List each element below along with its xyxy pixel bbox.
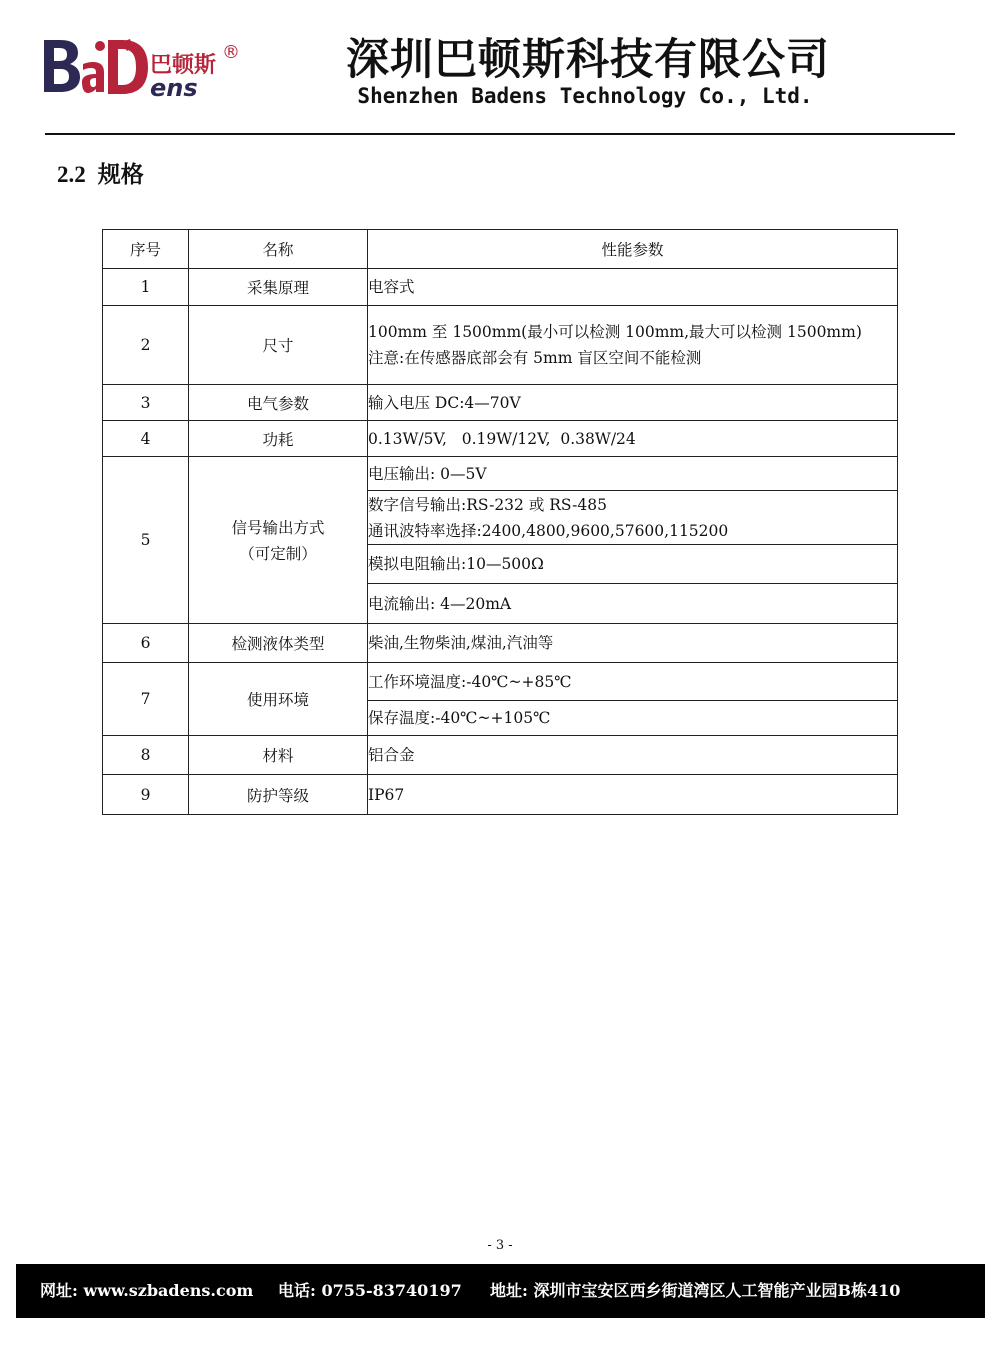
- row-name: 检测液体类型: [189, 624, 368, 663]
- table-row: [103, 736, 898, 775]
- row-no: 2: [103, 306, 189, 385]
- row-perf: 保存温度:-40℃~+105℃: [368, 701, 898, 736]
- row-perf: 电流输出: 4—20mA: [368, 584, 898, 624]
- section-heading: [57, 160, 144, 190]
- row-no: 8: [103, 736, 189, 775]
- footer-phone: 电话: 0755-83740197: [278, 1281, 462, 1300]
- row-name: 采集原理: [189, 269, 368, 306]
- registered-mark-icon: ®: [222, 42, 240, 63]
- row-name-sub: （可定制）: [239, 545, 317, 563]
- table-row: [103, 385, 898, 421]
- logo-text: 巴顿斯: [150, 53, 217, 78]
- row-perf: [368, 306, 898, 385]
- row-no: 1: [103, 269, 189, 306]
- table-row: [103, 624, 898, 663]
- row-perf: 铝合金: [368, 736, 898, 775]
- row-perf: IP67: [368, 775, 898, 815]
- perf-line: 数字信号输出:RS-232 或 RS-485: [368, 495, 607, 514]
- row-name: 功耗: [189, 421, 368, 457]
- row-name: 电气参数: [189, 385, 368, 421]
- row-name: 防护等级: [189, 775, 368, 815]
- row-perf: 模拟电阻输出:10—500Ω: [368, 545, 898, 584]
- footer-website: 网址: www.szbadens.com: [40, 1281, 254, 1300]
- table-row: [103, 421, 898, 457]
- table-row: [103, 457, 898, 491]
- row-perf: 电压输出: 0—5V: [368, 457, 898, 491]
- spec-table: [102, 229, 898, 815]
- table-row: [103, 775, 898, 815]
- row-name: 尺寸: [189, 306, 368, 385]
- table-row: [103, 306, 898, 385]
- table-row: [103, 663, 898, 701]
- table-header-row: [103, 230, 898, 269]
- row-perf: 柴油,生物柴油,煤油,汽油等: [368, 624, 898, 663]
- svg-text:ens: ens: [150, 74, 198, 100]
- company-logo: [42, 38, 242, 100]
- perf-line: 注意:在传感器底部会有 5mm 盲区空间不能检测: [368, 349, 702, 367]
- perf-line: 通讯波特率选择:2400,4800,9600,57600,115200: [368, 521, 729, 540]
- header-perf: 性能参数: [368, 230, 898, 269]
- perf-line: 100mm 至 1500mm(最小可以检测 100mm,最大可以检测 1500mm): [368, 323, 862, 341]
- row-name: 使用环境: [189, 663, 368, 736]
- company-name-cn: 深圳巴顿斯科技有限公司: [346, 35, 830, 85]
- row-no: 3: [103, 385, 189, 421]
- footer-address: 地址: 深圳市宝安区西乡街道湾区人工智能产业园B栋410: [490, 1281, 901, 1300]
- row-perf: 0.13W/5V, 0.19W/12V, 0.38W/24: [368, 421, 898, 457]
- section-title: 规格: [97, 161, 144, 188]
- company-name-en: Shenzhen Badens Technology Co., Ltd.: [357, 84, 813, 108]
- page-number: - 3 -: [487, 1238, 513, 1253]
- row-perf: 输入电压 DC:4—70V: [368, 385, 898, 421]
- row-name: [189, 457, 368, 624]
- row-perf: 电容式: [368, 269, 898, 306]
- row-no: 7: [103, 663, 189, 736]
- header-divider: [45, 133, 955, 135]
- header-no: 序号: [103, 230, 189, 269]
- footer-bar: [16, 1264, 985, 1318]
- row-no: 9: [103, 775, 189, 815]
- section-number: 2.2: [57, 162, 86, 187]
- table-row: [103, 269, 898, 306]
- logo-mark-icon: [44, 39, 148, 94]
- row-perf: 工作环境温度:-40℃~+85℃: [368, 663, 898, 701]
- row-perf: [368, 491, 898, 545]
- row-no: 5: [103, 457, 189, 624]
- row-no: 6: [103, 624, 189, 663]
- row-name: 材料: [189, 736, 368, 775]
- header-name: 名称: [189, 230, 368, 269]
- row-name-main: 信号输出方式: [231, 519, 325, 537]
- row-no: 4: [103, 421, 189, 457]
